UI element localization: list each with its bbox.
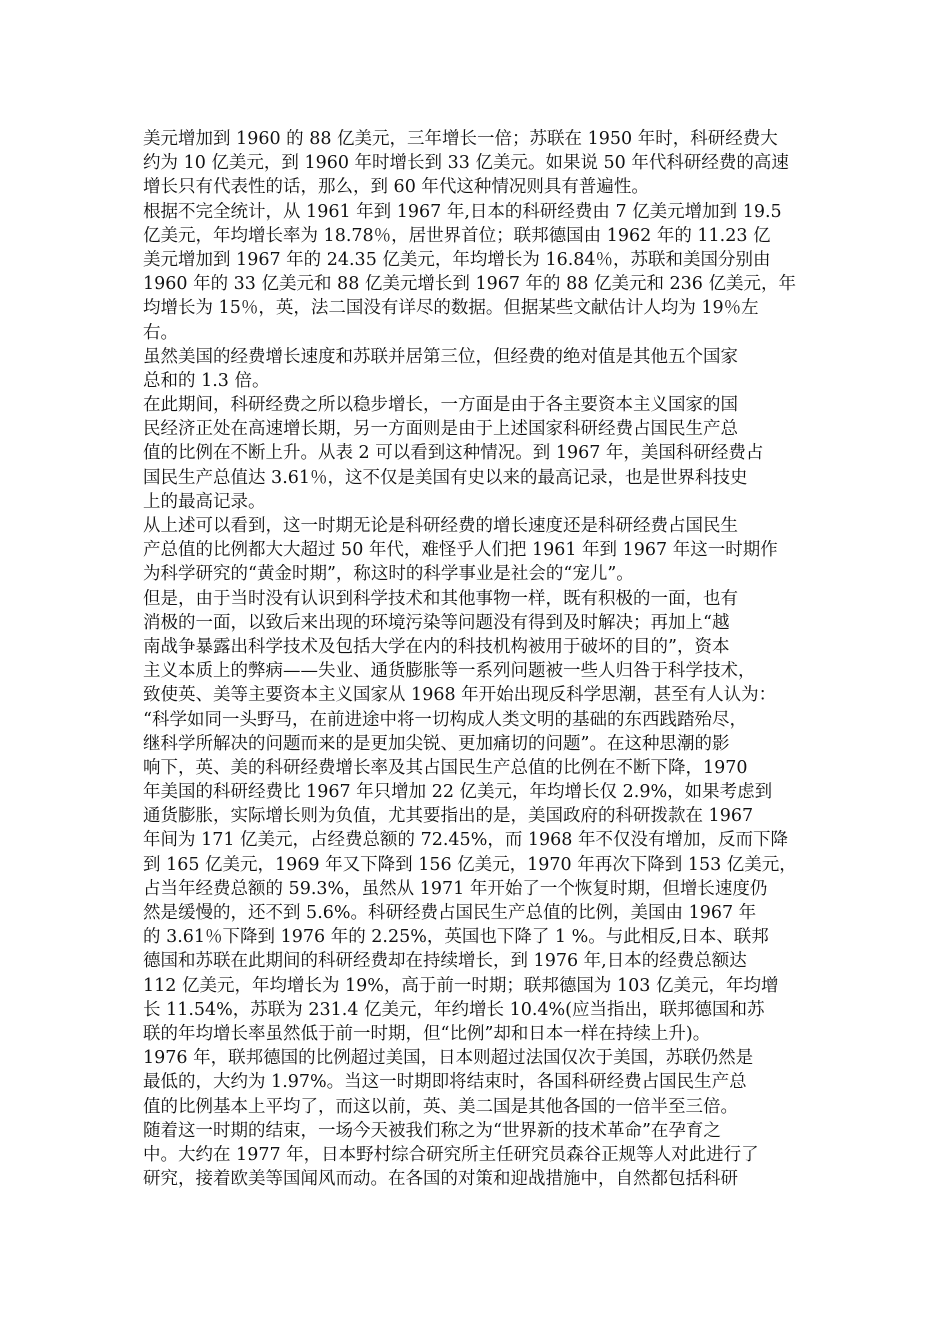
- text-line: 占当年经费总额的 59.3%，虽然从 1971 年开始了一个恢复时期，但增长速度仍: [143, 878, 768, 899]
- text-line: 研究，接着欧美等国闻风而动。在各国的对策和迎战措施中，自然都包括科研: [143, 1169, 738, 1190]
- paragraph: [143, 514, 811, 587]
- text-line: 产总值的比例都大大超过 50 年代，难怪乎人们把 1961 年到 1967 年这一时期作: [143, 540, 778, 561]
- text-line: 通货膨胀，实际增长则为负值，尤其要指出的是，美国政府的科研拨款在 1967: [143, 806, 754, 827]
- text-line: 均增长为 15％，英，法二国没有详尽的数据。但据某些文献估计人均为 19％左: [143, 298, 759, 319]
- text-line: 增长只有代表性的话，那么，到 60 年代这种情况则具有普遍性。: [143, 177, 649, 198]
- text-line: 美元增加到 1960 的 88 亿美元，三年增长一倍；苏联在 1950 年时，科研经费大: [143, 129, 778, 149]
- text-line: 消极的一面，以致后来出现的环境污染等问题没有得到及时解决；再加上“越: [143, 612, 730, 633]
- text-line: 南战争暴露出科学技术及包括大学在内的科技机构被用于破坏的目的”，资本: [143, 636, 730, 657]
- document-body: [143, 127, 811, 1191]
- text-line: 响下，英、美的科研经费增长率及其占国民生产总值的比例在不断下降，1970: [143, 757, 748, 778]
- text-line: 继科学所解决的问题而来的是更加尖锐、更加痛切的问题”。在这种思潮的影: [143, 733, 730, 754]
- text-line: 为科学研究的“黄金时期”，称这时的科学事业是社会的“宠儿”。: [143, 564, 634, 585]
- text-line: 中。大约在 1977 年，日本野村综合研究所主任研究员森谷正规等人对此进行了: [143, 1144, 759, 1165]
- text-line: 德国和苏联在此期间的科研经费却在持续增长，到 1976 年,日本的经费总额达: [143, 951, 747, 972]
- text-line: 主义本质上的弊病——失业、通货膨胀等一系列问题被一些人归咎于科学技术，: [143, 661, 756, 682]
- text-line: 民经济正处在高速增长期，另一方面则是由于上述国家科研经费占国民生产总: [143, 419, 738, 440]
- text-line: “科学如同一头野马，在前进途中将一切构成人类文明的基础的东西践踏殆尽，: [143, 709, 747, 730]
- text-line: 值的比例在不断上升。从表 2 可以看到这种情况。到 1967 年，美国科研经费占: [143, 443, 764, 464]
- text-line: 约为 10 亿美元，到 1960 年时增长到 33 亿美元。如果说 50 年代科研经费的高速: [143, 153, 789, 174]
- text-line: 112 亿美元，年均增长为 19%，高于前一时期；联邦德国为 103 亿美元，年均增: [143, 975, 779, 996]
- text-line: 根据不完全统计，从 1961 年到 1967 年,日本的科研经费由 7 亿美元增加到 19.5: [143, 201, 782, 222]
- text-line: 联的年均增长率虽然低于前一时期，但“比例”却和日本一样在持续上升)。: [143, 1023, 711, 1044]
- text-line: 然是缓慢的，还不到 5.6%。科研经费占国民生产总值的比例，美国由 1967 年: [143, 903, 757, 923]
- text-line: 右。: [143, 322, 178, 343]
- text-line: 最低的，大约为 1.97%。当这一时期即将结束时，各国科研经费占国民生产总: [143, 1072, 747, 1093]
- text-line: 长 11.54%，苏联为 231.4 亿美元，年约增长 10.4%(应当指出，联邦德国和苏: [143, 999, 765, 1020]
- text-line: 年美国的科研经费比 1967 年只增加 22 亿美元，年均增长仅 2.9%，如果考虑到: [143, 782, 773, 803]
- paragraph: [143, 393, 811, 514]
- text-line: 到 165 亿美元，1969 年又下降到 156 亿美元，1970 年再次下降到 153 亿美元，: [143, 854, 797, 875]
- text-line: 上的最高记录。: [143, 491, 266, 512]
- text-line: 总和的 1.3 倍。: [143, 370, 270, 391]
- text-line: 亿美元，年均增长率为 18.78％，居世界首位；联邦德国由 1962 年的 11.23 亿: [143, 225, 771, 246]
- text-line: 1976 年，联邦德国的比例超过美国，日本则超过法国仅次于美国，苏联仍然是: [143, 1048, 754, 1069]
- text-line: 虽然美国的经费增长速度和苏联并居第三位，但经费的绝对值是其他五个国家: [143, 346, 738, 367]
- paragraph: [143, 200, 811, 345]
- paragraph: [143, 587, 811, 1119]
- text-line: 年间为 171 亿美元，占经费总额的 72.45%，而 1968 年不仅没有增加，反而下降: [143, 830, 788, 851]
- text-line: 从上述可以看到，这一时期无论是科研经费的增长速度还是科研经费占国民生: [143, 516, 738, 536]
- text-line: 在此期间，科研经费之所以稳步增长，一方面是由于各主要资本主义国家的国: [143, 395, 738, 416]
- paragraph: [143, 345, 811, 393]
- text-line: 致使英、美等主要资本主义国家从 1968 年开始出现反科学思潮，甚至有人认为：: [143, 685, 777, 706]
- text-line: 国民生产总值达 3.61％，这不仅是美国有史以来的最高记录，也是世界科技史: [143, 467, 748, 488]
- text-line: 值的比例基本上平均了，而这以前，英、美二国是其他各国的一倍半至三倍。: [143, 1096, 738, 1117]
- text-line: 美元增加到 1967 年的 24.35 亿美元，年均增长为 16.84％，苏联和美国分别由: [143, 249, 771, 270]
- text-line: 随着这一时期的结束，一场今天被我们称之为“世界新的技术革命”在孕育之: [143, 1120, 721, 1141]
- text-line: 1960 年的 33 亿美元和 88 亿美元增长到 1967 年的 88 亿美元和 236 亿美元，年: [143, 274, 796, 295]
- paragraph: [143, 1119, 811, 1192]
- paragraph: [143, 127, 811, 200]
- text-line: 但是，由于当时没有认识到科学技术和其他事物一样，既有积极的一面，也有: [143, 588, 738, 609]
- text-line: 的 3.61％下降到 1976 年的 2.25%，英国也下降了 1 %。与此相反,日本、联邦: [143, 927, 769, 948]
